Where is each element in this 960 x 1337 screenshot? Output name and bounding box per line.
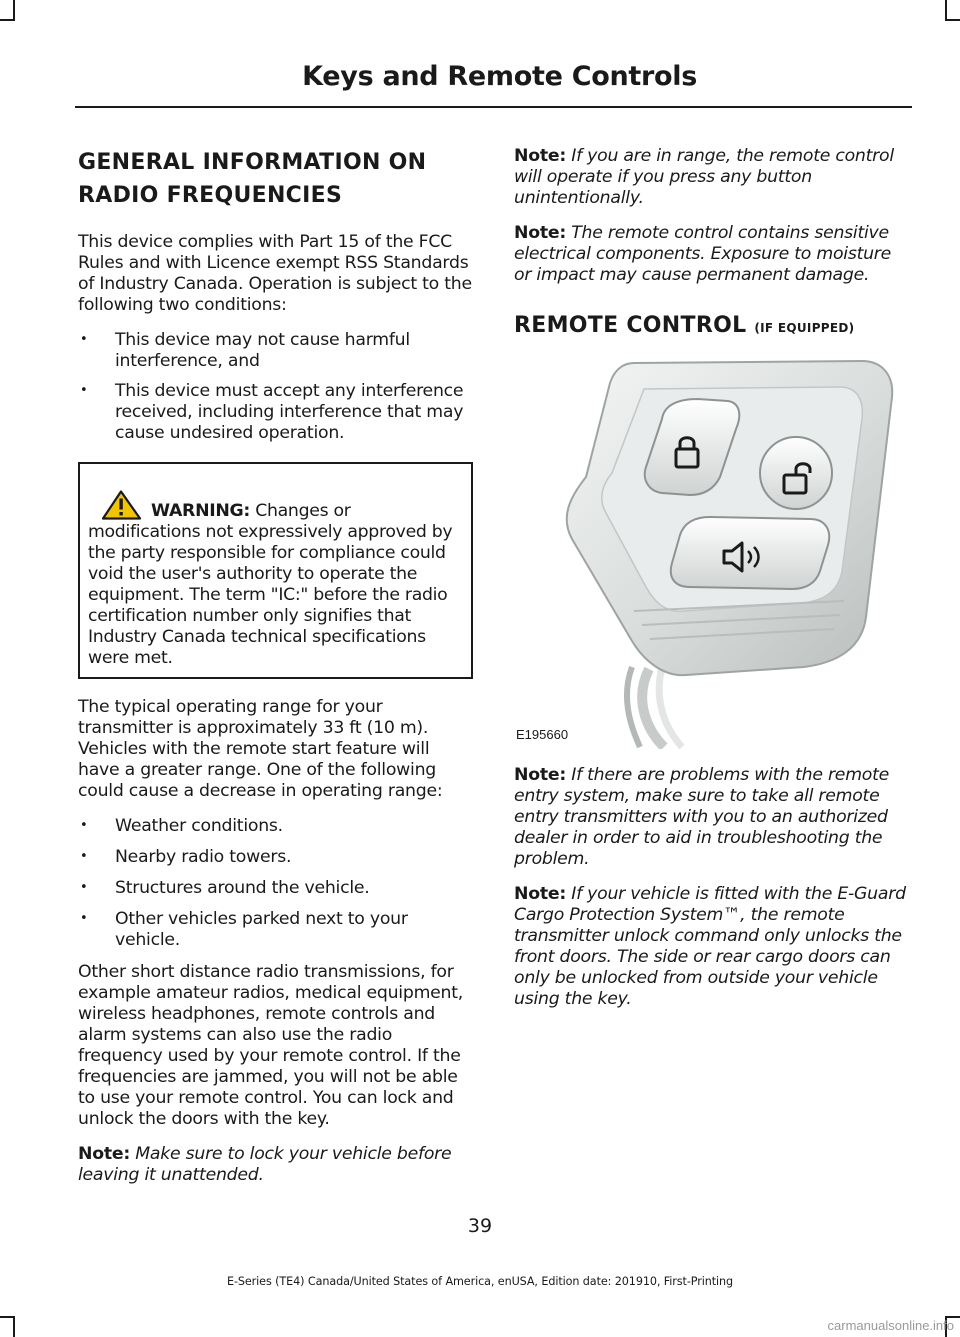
note-lock-vehicle	[78, 1144, 473, 1186]
note-label: Note:	[514, 883, 566, 904]
crop-mark	[945, 0, 947, 20]
note-sensitive-components	[514, 223, 909, 286]
remote-control-figure	[514, 349, 909, 749]
warning-box	[78, 462, 473, 679]
warning-label: WARNING:	[151, 501, 251, 522]
list-item: • This device may not cause harmful interference, and	[78, 330, 473, 372]
section-heading-remote-control	[514, 309, 909, 345]
right-column	[514, 146, 909, 1023]
note-label: Note:	[514, 765, 566, 786]
note-e-guard	[514, 884, 909, 1009]
warning-triangle-icon	[102, 490, 142, 520]
section-subtitle: (IF EQUIPPED)	[754, 321, 855, 336]
note-text: If there are problems with the remote entry system, make sure to take all remote entry transmitters with you to an authorized dealer in order to aid in troubleshooting the problem.	[514, 765, 890, 870]
operating-range-paragraph: The typical operating range for your transmitter is approximately 33 ft (10 m). Vehicles with the remote start feature will have a greater range. One of the following could cause a decrease in operating range:	[78, 697, 443, 802]
note-in-range	[514, 146, 909, 209]
crop-mark	[13, 1317, 15, 1337]
section-heading-radio-frequencies	[78, 146, 473, 212]
note-text: Make sure to lock your vehicle before leaving it unattended.	[78, 1143, 452, 1185]
page-header	[75, 58, 912, 108]
crop-mark	[0, 19, 15, 21]
list-item: • This device must accept any interference received, including interference that may cause undesired operation.	[78, 381, 473, 444]
note-remote-entry-problems	[514, 765, 909, 870]
note-text: If you are in range, the remote control will operate if you press any button unintentionally.	[514, 146, 894, 208]
crop-mark	[945, 19, 960, 21]
note-text: The remote control contains sensitive electrical components. Exposure to moisture or impact may cause permanent damage.	[514, 222, 892, 285]
figure-id: E195660	[516, 727, 569, 743]
note-label: Note:	[514, 146, 566, 166]
conditions-list	[78, 330, 473, 445]
crop-mark	[0, 1316, 15, 1318]
list-item: • Weather conditions.	[78, 816, 473, 837]
heading-line-1: GENERAL INFORMATION ON	[78, 150, 427, 175]
note-label: Note:	[78, 1143, 130, 1164]
edition-footer: E-Series (TE4) Canada/United States of America, enUSA, Edition date: 201910, First-Printing	[226, 1275, 733, 1288]
watermark: carmanualsonline.info	[827, 1318, 954, 1333]
fcc-compliance-paragraph: This device complies with Part 15 of the FCC Rules and with Licence exempt RSS Standards of Industry Canada. Operation is subject to the following two conditions:	[78, 232, 472, 315]
range-factors-list	[78, 816, 473, 951]
list-item: • Structures around the vehicle.	[78, 878, 473, 899]
list-item: • Other vehicles parked next to your vehicle.	[78, 909, 473, 951]
note-label: Note:	[514, 222, 566, 243]
warning-text: Changes or modifications not expressively approved by the party responsible for compliance could void the user's authority to operate the equipment. The term "IC:" before the radio certification number only signifies that Industry Canada technical specifications were met.	[88, 501, 453, 668]
page-number: 39	[467, 1215, 493, 1237]
page-title: Keys and Remote Controls	[302, 61, 697, 92]
list-item: • Nearby radio towers.	[78, 847, 473, 868]
section-title: REMOTE CONTROL	[514, 313, 747, 339]
other-transmissions-paragraph: Other short distance radio transmissions, for example amateur radios, medical equipment, wireless headphones, remote controls and alarm systems can also use the radio frequency used by your remote control. If the frequencies are jammed, you will not be able to use your remote control. You can lock and unlock the doors with the key.	[78, 962, 464, 1129]
remote-fob-illustration	[514, 349, 909, 749]
crop-mark	[13, 0, 15, 20]
heading-line-2: RADIO FREQUENCIES	[78, 183, 343, 208]
left-column	[78, 146, 473, 1200]
note-text: If your vehicle is fitted with the E-Guard Cargo Protection System™, the remote transmitter unlock command only unlocks the front doors. The side or rear cargo doors can only be unlocked from outside your vehicle using the key.	[514, 883, 906, 1009]
